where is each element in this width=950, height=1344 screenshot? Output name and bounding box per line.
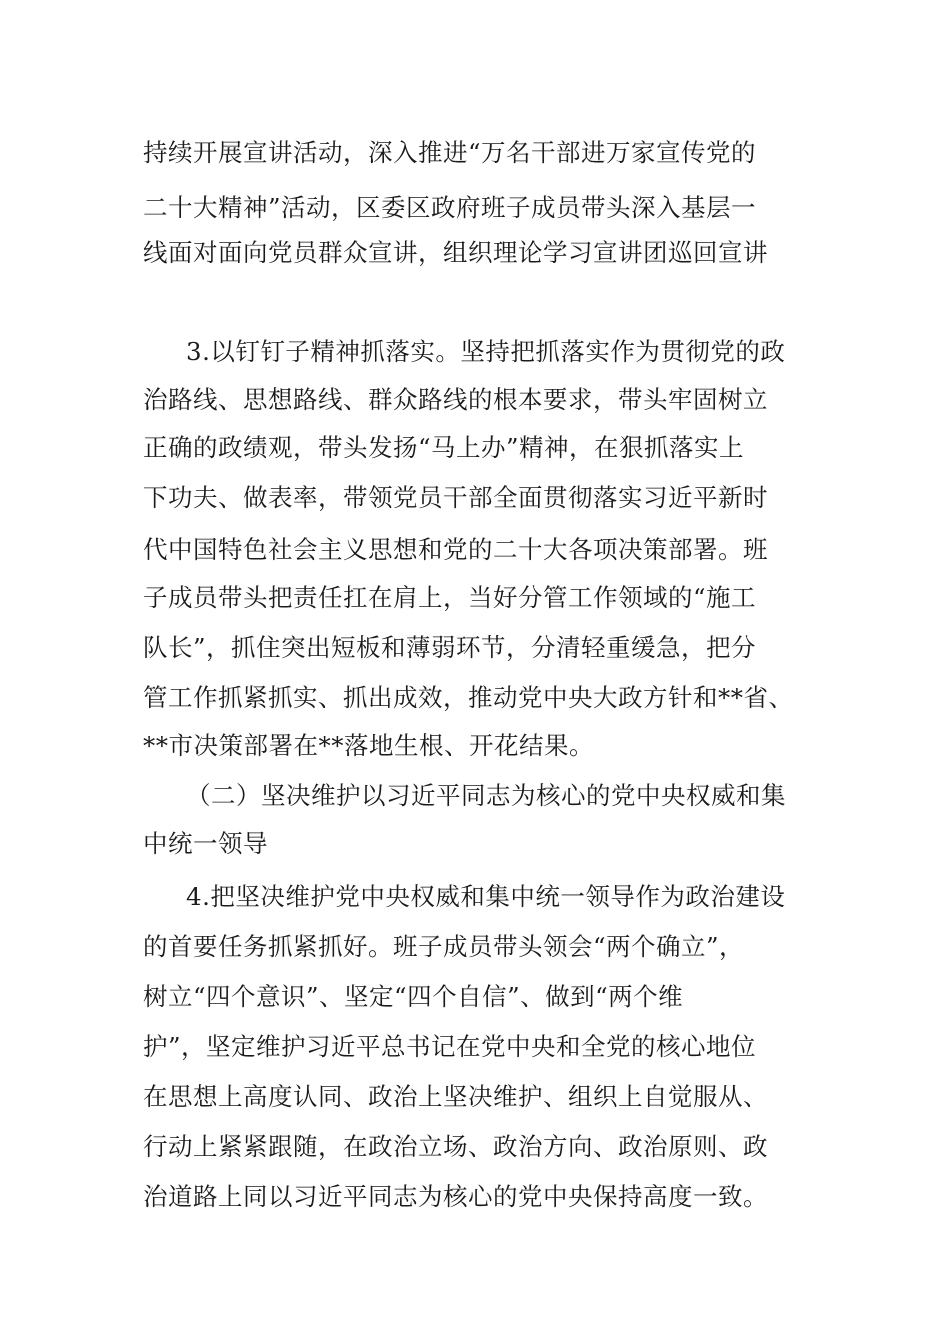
section-heading-continuation: 中统一领导 [143, 829, 268, 858]
text-line: 代中国特色社会主义思想和党的二十大各项决策部署。班 [143, 535, 768, 564]
text-line: 下功夫、做表率，带领党员干部全面贯彻落实习近平新时 [143, 483, 768, 512]
text-line: 护”，坚定维护习近平总书记在党中央和全党的核心地位 [143, 1032, 757, 1061]
text-line: 3.以钉钉子精神抓落实。坚持把抓落实作为贯彻党的政 [186, 337, 786, 366]
text-line: 队长”，抓住突出短板和薄弱环节，分清轻重缓急，把分 [143, 633, 757, 662]
text-line: 的首要任务抓紧抓好。班子成员带头领会“两个确立”， [143, 932, 745, 961]
text-line: 行动上紧紧跟随，在政治立场、政治方向、政治原则、政 [143, 1132, 768, 1161]
text-line: 管工作抓紧抓实、抓出成效，推动党中央大政方针和**省、 [143, 683, 794, 712]
text-line: **市决策部署在**落地生根、开花结果。 [143, 731, 594, 760]
section-heading: （二）坚决维护以习近平同志为核心的党中央权威和集 [186, 781, 786, 810]
text-line: 线面对面向党员群众宣讲，组织理论学习宣讲团巡回宣讲 [143, 238, 768, 267]
text-line: 树立“四个意识”、坚定“四个自信”、做到“两个维 [143, 982, 684, 1011]
text-line: 二十大精神”活动，区委区政府班子成员带头深入基层一 [143, 193, 757, 222]
text-line: 4.把坚决维护党中央权威和集中统一领导作为政治建设 [186, 882, 786, 911]
text-line: 子成员带头把责任扛在肩上，当好分管工作领域的“施工 [143, 583, 757, 612]
text-line: 在思想上高度认同、政治上坚决维护、组织上自觉服从、 [143, 1082, 768, 1111]
text-line: 治路线、思想路线、群众路线的根本要求，带头牢固树立 [143, 385, 768, 414]
text-line: 正确的政绩观，带头发扬“马上办”精神，在狠抓落实上 [143, 433, 745, 462]
text-line: 持续开展宣讲活动，深入推进“万名干部进万家宣传党的 [143, 138, 757, 167]
text-line: 治道路上同以习近平同志为核心的党中央保持高度一致。 [143, 1182, 768, 1211]
